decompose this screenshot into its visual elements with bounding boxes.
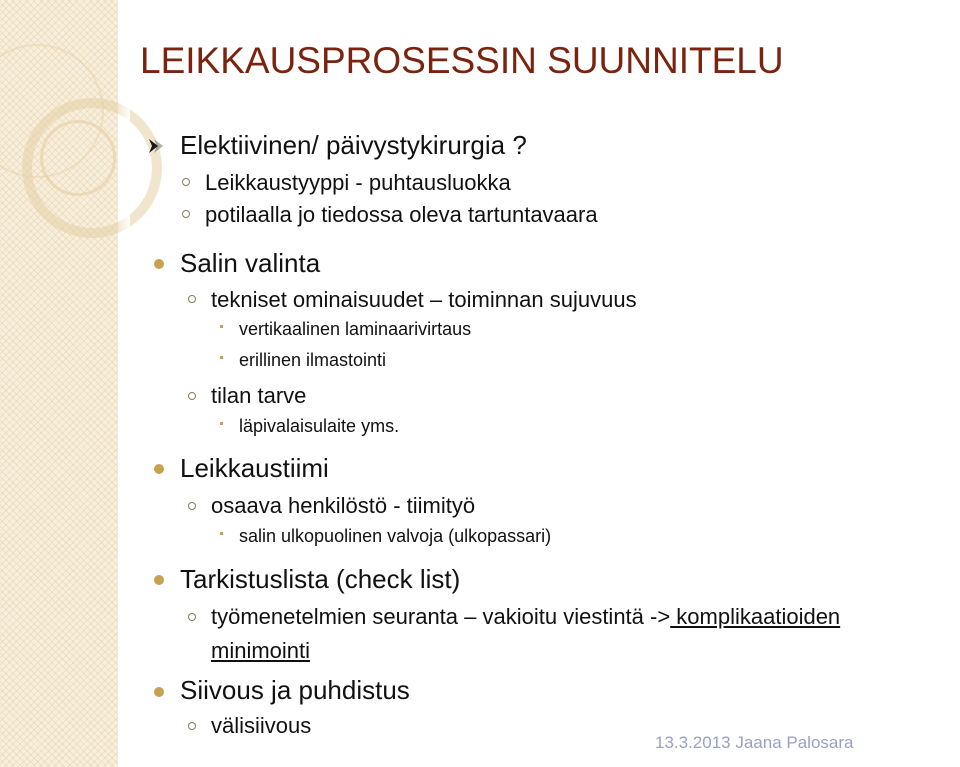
bullet-text: välisiivous xyxy=(211,713,312,738)
bullet-text: Leikkaustyyppi - puhtausluokka xyxy=(205,170,511,195)
dot-bullet-icon xyxy=(154,687,164,697)
bullet-text: tilan tarve xyxy=(211,383,307,408)
bullet-text-link: komplikaatioiden xyxy=(670,604,841,629)
bullet-text: vertikaalinen laminaarivirtaus xyxy=(239,319,472,339)
bullet-text-continuation: minimointi xyxy=(211,638,311,663)
ring-bullet-icon xyxy=(188,722,196,730)
bullet-text: Tarkistuslista (check list) xyxy=(180,564,461,594)
bullet-text: Siivous ja puhdistus xyxy=(180,675,410,705)
ring-bullet-icon xyxy=(188,295,196,303)
bullet-text: potilaalla jo tiedossa oleva tartuntavaara xyxy=(205,202,598,227)
bullet-text: Salin valinta xyxy=(180,248,321,278)
square-bullet-icon xyxy=(220,532,223,535)
ring-bullet-icon xyxy=(182,178,190,186)
dot-bullet-icon xyxy=(154,575,164,585)
ring-bullet-icon xyxy=(188,613,196,621)
ring-bullet-icon xyxy=(182,210,190,218)
dot-bullet-icon xyxy=(154,464,164,474)
bullet-text: läpivalaisulaite yms. xyxy=(239,416,400,436)
ring-bullet-icon xyxy=(188,392,196,400)
dot-bullet-icon xyxy=(154,259,164,269)
square-bullet-icon xyxy=(220,422,223,425)
square-bullet-icon xyxy=(220,356,223,359)
bullet-text: Leikkaustiimi xyxy=(180,453,329,483)
arrow-bullet-icon xyxy=(146,136,166,156)
ring-bullet-icon xyxy=(188,502,196,510)
bullet-text-prefix: työmenetelmien seuranta – vakioitu viestintä -> xyxy=(211,604,671,629)
bullet-text xyxy=(211,604,840,630)
bullet-text: Elektiivinen/ päivystykirurgia ? xyxy=(180,130,527,160)
slide-footer: 13.3.2013 Jaana Palosara xyxy=(655,733,854,752)
bullet-text: tekniset ominaisuudet – toiminnan sujuvuus xyxy=(211,287,637,312)
bullet-text: erillinen ilmastointi xyxy=(239,350,387,370)
bullet-text: osaava henkilöstö - tiimityö xyxy=(211,493,476,518)
square-bullet-icon xyxy=(220,325,223,328)
slide-title: LEIKKAUSPROSESSIN SUUNNITELU xyxy=(140,40,784,81)
bullet-text: salin ulkopuolinen valvoja (ulkopassari) xyxy=(239,526,552,546)
